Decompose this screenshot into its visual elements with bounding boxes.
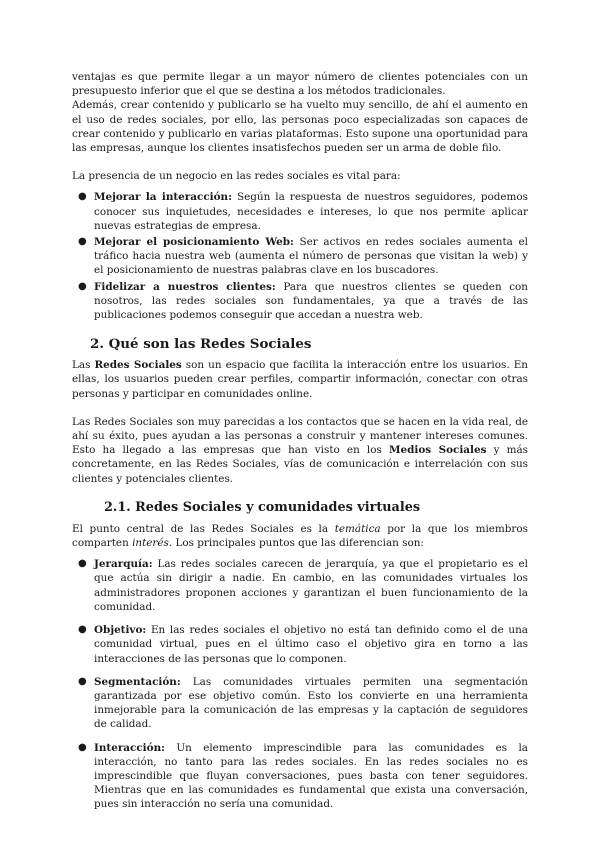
text-run: son un espacio que facilita la interacción entre los usuarios. En ellas, los usuarios pueden crear perfiles, compartir información, conectar con otras personas y participar en comunidades online.	[72, 359, 528, 400]
section-2-1-heading: 2.1. Redes Sociales y comunidades virtuales	[104, 499, 421, 515]
section-2-paragraph-2	[72, 415, 528, 486]
benefits-list	[72, 190, 528, 322]
text-run: El punto central de las Redes Sociales es la	[72, 522, 335, 535]
list-item-title: Jerarquía:	[94, 558, 153, 571]
list-item	[72, 190, 528, 233]
section-2-1-paragraph	[72, 522, 528, 550]
bullet-icon: ●	[78, 624, 87, 636]
italic-term: interés	[132, 537, 169, 550]
list-item-title: Mejorar el posicionamiento Web:	[94, 236, 294, 249]
list-item	[72, 280, 528, 323]
text-run: Las Redes Sociales son muy parecidas a los contactos que se hacen en la vida real, de ahí su éxito, pues ayudan a las personas a construir y mantener intereses comunes. Esto ha llegado a las empresas que han visto en los	[72, 415, 528, 457]
list-item-title: Interacción:	[94, 741, 165, 754]
list-item-title: Mejorar la interacción:	[94, 191, 232, 204]
list-item-text: Un elemento imprescindible para las comunidades es la interacción, no tanto para las redes sociales. En las redes sociales no es imprescindible que fluyan conversaciones, pues basta con tener seguidores. Mientras que en las comunidades es fundamental que exista una conversación, pues sin interacción no sería una comunidad.	[94, 741, 528, 811]
italic-term: temática	[334, 522, 381, 535]
section-2-heading: 2. Qué son las Redes Sociales	[90, 336, 312, 353]
list-item	[72, 741, 528, 812]
list-item-text: Las redes sociales carecen de jerarquía, ya que el propietario es el que actúa sin dirigir a nadie. En cambio, en las comunidades virtuales los administradores proponen acciones y garantizan el buen funcionamiento de la comunidad.	[94, 558, 528, 613]
bullet-icon: ●	[78, 236, 87, 248]
text-run: y más concretamente, en las Redes Sociales, vías de comunicación e interrelación con sus clientes y potenciales clientes.	[72, 444, 529, 485]
text-run: . Los principales puntos que las diferencian son:	[168, 537, 424, 550]
list-item	[72, 675, 528, 732]
list-item-text: Según la respuesta de nuestros seguidores, podemos conocer sus inquietudes, necesidades e intereses, lo que nos permite aplicar nuevas estrategias de empresa.	[94, 191, 528, 232]
text-run: por la que los miembros comparten	[72, 522, 528, 550]
list-item-title: Fidelizar a nuestros clientes:	[94, 280, 276, 293]
list-item-title: Objetivo:	[94, 624, 147, 637]
list-item	[72, 557, 528, 614]
intro-paragraph-2: Además, crear contenido y publicarlo se ha vuelto muy sencillo, de ahí el aumento en el uso de redes sociales, por ello, las personas poco especializadas son capaces de crear contenido y publicarlo en varias plataformas. Esto supone una oportunidad para las empresas, aunque los clientes insatisfechos pueden ser un arma de doble filo.	[72, 99, 528, 155]
list-item-text: Ser activos en redes sociales aumenta el tráfico hacia nuestra web (aumenta el número de personas que visitan la web) y el posicionamiento de nuestras palabras clave en los buscadores.	[94, 236, 528, 277]
list-item	[72, 623, 528, 666]
list-item-text: Para que nuestros clientes se queden con nosotros, las redes sociales son fundamentales, ya que a través de las publicaciones podemos conseguir que accedan a nuestra web.	[94, 280, 528, 322]
differences-list	[72, 557, 528, 811]
bullet-icon: ●	[78, 675, 87, 687]
section-2-paragraph-1	[72, 358, 528, 401]
intro-paragraph-3: La presencia de un negocio en las redes sociales es vital para:	[72, 170, 401, 183]
list-item-text: Las comunidades virtuales permiten una segmentación garantizada por ese objetivo común. Esto los convierte en una herramienta inmejorable para la comunicación de las empresas y la captación de seguidores de calidad.	[94, 675, 528, 731]
text-run: Las	[72, 359, 95, 372]
bold-term: Medios Sociales	[389, 444, 487, 457]
list-item-title: Segmentación:	[94, 675, 181, 688]
list-item-text: En las redes sociales el objetivo no está tan definido como el de una comunidad virtual, pues en el último caso el objetivo gira en torno a las interacciones de las personas que lo componen.	[94, 624, 528, 665]
bold-term: Redes Sociales	[94, 359, 182, 372]
bullet-icon: ●	[78, 191, 87, 203]
bullet-icon: ●	[78, 558, 87, 570]
document-page	[72, 70, 528, 821]
intro-paragraph-1: ventajas es que permite llegar a un mayor número de clientes potenciales con un presupuesto inferior que el que se destina a los métodos tradicionales.	[72, 71, 528, 98]
bullet-icon: ●	[78, 280, 87, 292]
list-item	[72, 235, 528, 278]
bullet-icon: ●	[78, 741, 87, 753]
